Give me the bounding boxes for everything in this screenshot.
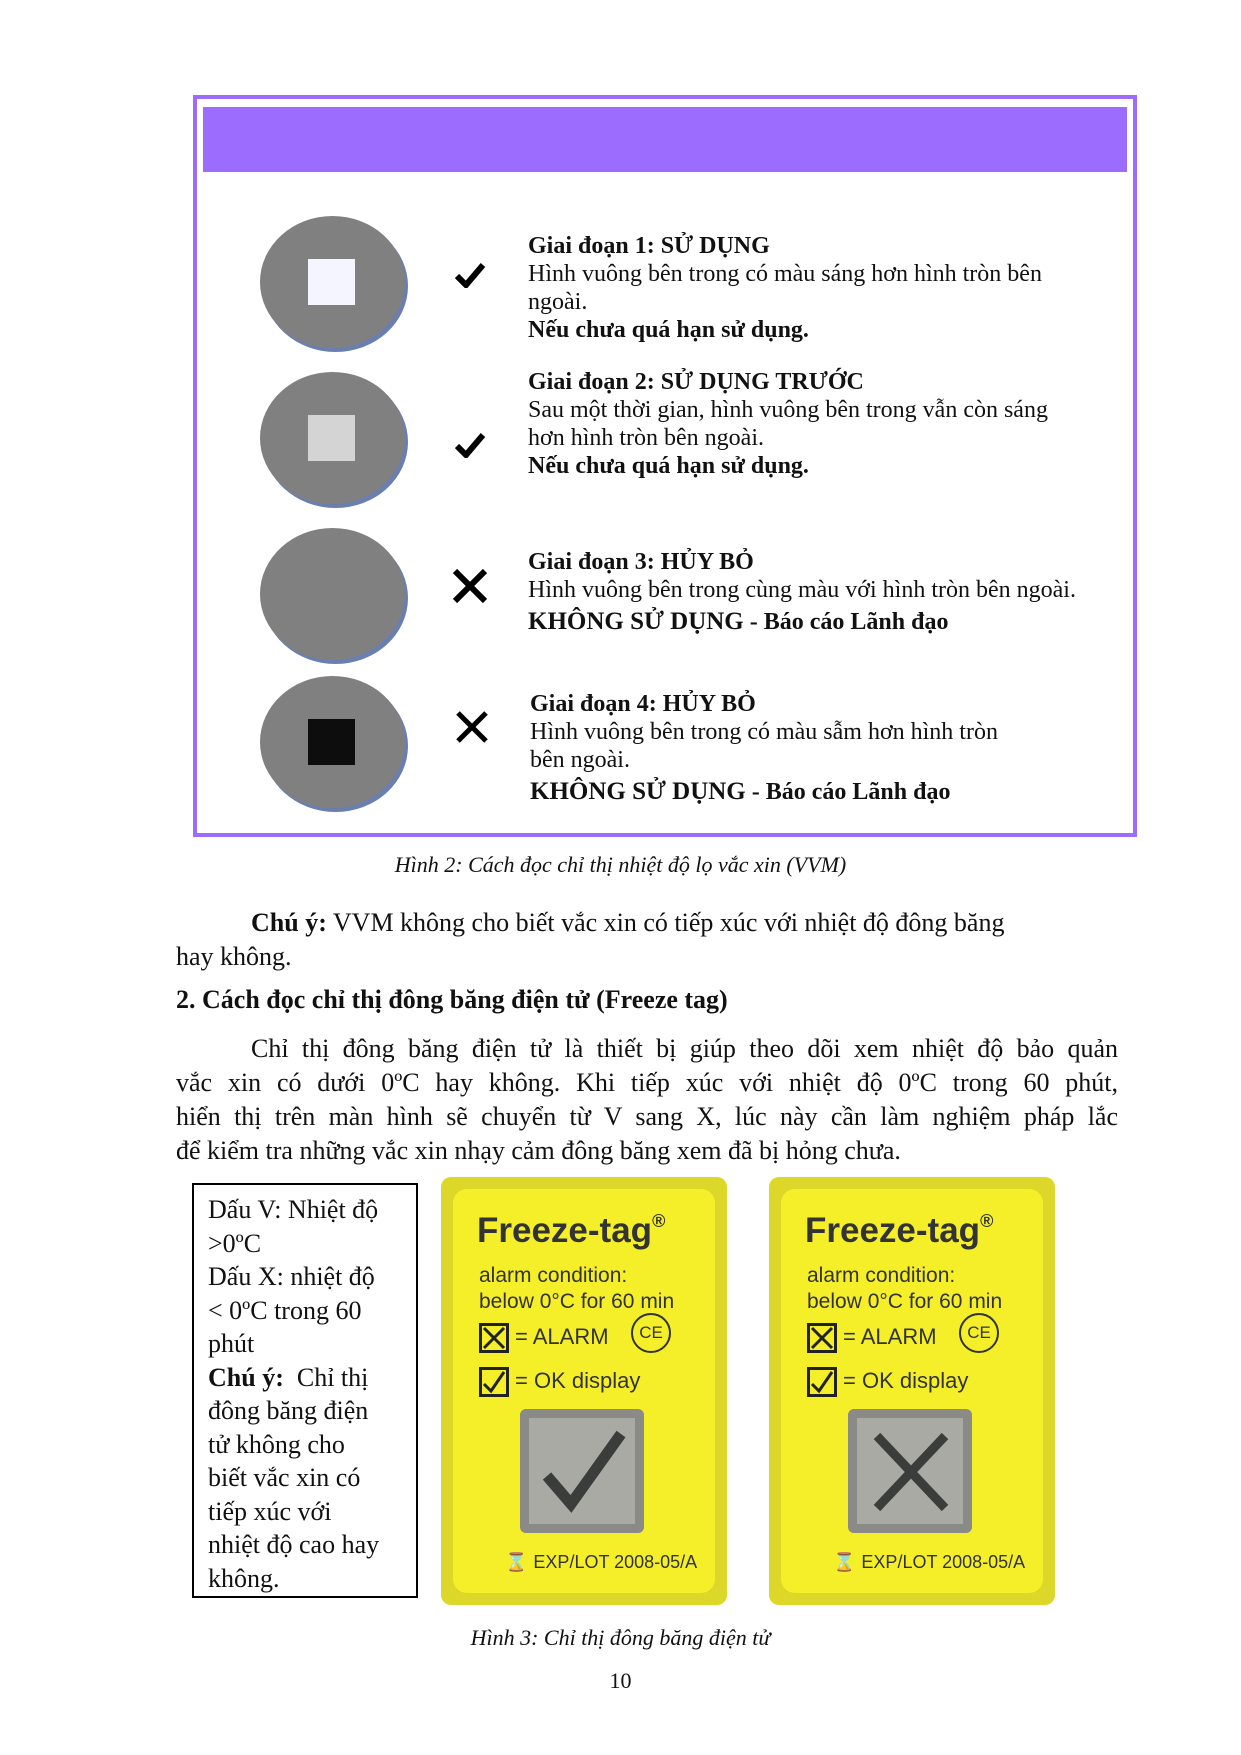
- exp-lot-text: EXP/LOT 2008-05/A: [861, 1552, 1026, 1572]
- ok-box-icon: [807, 1367, 837, 1397]
- vvm-stage-4-square: [308, 719, 355, 765]
- ok-label: = OK display: [843, 1367, 969, 1393]
- legend-line: biết vắc xin có: [208, 1463, 361, 1492]
- figure-2-caption: Hình 2: Cách đọc chỉ thị nhiệt độ lọ vắc xin (VVM): [394, 852, 847, 877]
- stage-usage-note: Nếu chưa quá hạn sử dụng.: [528, 317, 809, 343]
- legend-line: < 0ºC trong 60: [208, 1295, 362, 1325]
- stage-title: Giai đoạn 3: HỦY BỎ: [528, 549, 754, 575]
- check-icon: [455, 262, 485, 288]
- legend-note: [208, 1361, 404, 1395]
- legend-note-label: Chú ý:: [208, 1362, 284, 1392]
- legend-line: Dấu X: nhiệt độ: [208, 1262, 375, 1291]
- paragraph-line: hiển thị trên màn hình sẽ chuyển từ V sang X, lúc này cần làm nghiệm pháp lắc: [176, 1102, 1118, 1131]
- ok-label: = OK display: [515, 1367, 641, 1393]
- note-text: VVM không cho biết vắc xin có tiếp xúc với nhiệt độ đông băng: [326, 908, 1005, 937]
- lcd-screen: [848, 1409, 972, 1533]
- freeze-tag-brand: [477, 1211, 665, 1251]
- alarm-box-icon: [807, 1323, 837, 1353]
- vvm-stage-3-square: [308, 571, 355, 617]
- cross-icon: [452, 568, 488, 604]
- vvm-stage-3-text: [528, 548, 1076, 636]
- check-display-icon: [529, 1418, 635, 1524]
- ok-legend-row: [479, 1367, 640, 1397]
- exp-lot-label: [833, 1552, 1025, 1573]
- alarm-condition-line: below 0°C for 60 min: [479, 1290, 675, 1313]
- check-icon: [455, 432, 485, 458]
- do-not-use-label: KHÔNG SỬ DỤNG: [530, 778, 746, 805]
- stage-description: hơn hình tròn bên ngoài.: [528, 425, 764, 451]
- stage-description: bên ngoài.: [530, 747, 630, 773]
- vvm-stage-2-disc: [260, 372, 405, 504]
- vvm-stage-3-disc: [260, 528, 405, 660]
- stage-title: Giai đoạn 4: HỦY BỎ: [530, 691, 756, 717]
- stage-usage-note: Nếu chưa quá hạn sử dụng.: [528, 453, 809, 479]
- registered-mark: ®: [980, 1211, 994, 1231]
- vvm-stage-2-text: [528, 368, 1048, 480]
- stage-title: Giai đoạn 2: SỬ DỤNG TRƯỚC: [528, 369, 864, 395]
- lcd-display: [857, 1418, 963, 1524]
- page-number: 10: [609, 1668, 632, 1693]
- alarm-condition: [479, 1263, 674, 1315]
- figure-3-caption: Hình 3: Chỉ thị đông băng điện tử: [470, 1625, 771, 1650]
- alarm-condition: [807, 1263, 1002, 1315]
- vvm-note-paragraph: [176, 906, 1118, 974]
- alarm-label: = ALARM: [843, 1323, 937, 1349]
- legend-line: Dấu V: Nhiệt độ: [208, 1195, 379, 1224]
- cross-icon: [455, 710, 489, 744]
- ok-box-icon: [479, 1367, 509, 1397]
- report-label: - Báo cáo Lãnh đạo: [743, 609, 949, 635]
- legend-line: đông băng điện: [208, 1396, 369, 1425]
- freeze-tag-brand: [805, 1211, 993, 1251]
- vvm-stage-2-square: [308, 415, 355, 461]
- exp-lot-text: EXP/LOT 2008-05/A: [533, 1552, 698, 1572]
- brand-name: Freeze-tag: [477, 1211, 653, 1250]
- report-label: - Báo cáo Lãnh đạo: [745, 779, 951, 805]
- do-not-use-label: KHÔNG SỬ DỤNG: [528, 608, 744, 635]
- legend-line: không.: [208, 1563, 280, 1593]
- stage-warning: [530, 778, 998, 806]
- alarm-box-icon: [479, 1323, 509, 1353]
- vvm-stage-1-disc: [260, 216, 405, 348]
- hourglass-icon: ⌛: [833, 1552, 856, 1572]
- stage-description: Sau một thời gian, hình vuông bên trong vẫn còn sáng: [528, 397, 1048, 423]
- freeze-tag-alarm-photo: [769, 1177, 1055, 1605]
- paragraph-line: vắc xin có dưới 0ºC hay không. Khi tiếp xúc với nhiệt độ 0ºC trong 60 phút,: [176, 1068, 1118, 1097]
- legend-note-text: Chỉ thị: [283, 1362, 369, 1392]
- vvm-figure-header-band: [203, 107, 1127, 172]
- exp-lot-label: [505, 1552, 697, 1573]
- brand-name: Freeze-tag: [805, 1211, 981, 1250]
- section-2-heading: 2. Cách đọc chỉ thị đông băng điện tử (Freeze tag): [176, 985, 728, 1014]
- hourglass-icon: ⌛: [505, 1552, 528, 1572]
- alarm-label: = ALARM: [515, 1323, 609, 1349]
- stage-title: Giai đoạn 1: SỬ DỤNG: [528, 233, 770, 259]
- cross-display-icon: [857, 1418, 963, 1524]
- legend-line: phút: [208, 1329, 255, 1358]
- ok-legend-row: [807, 1367, 968, 1397]
- registered-mark: ®: [652, 1211, 666, 1231]
- alarm-legend-row: [807, 1323, 937, 1353]
- section-2-paragraph: [176, 1032, 1118, 1168]
- stage-description: ngoài.: [528, 289, 588, 315]
- vvm-stage-1-text: [528, 232, 1042, 344]
- alarm-condition-line: alarm condition:: [807, 1264, 956, 1287]
- alarm-condition-line: below 0°C for 60 min: [807, 1290, 1003, 1313]
- alarm-condition-line: alarm condition:: [479, 1264, 628, 1287]
- vvm-stage-4-disc: [260, 676, 405, 808]
- ce-mark: CE: [631, 1313, 671, 1353]
- stage-description: Hình vuông bên trong cùng màu với hình tròn bên ngoài.: [528, 577, 1076, 603]
- legend-line: nhiệt độ cao hay: [208, 1530, 380, 1559]
- paragraph-line: Chỉ thị đông băng điện tử là thiết bị giúp theo dõi xem nhiệt độ bảo quản: [251, 1034, 1118, 1063]
- stage-warning: [528, 608, 1076, 636]
- stage-description: Hình vuông bên trong có màu sẫm hơn hình tròn: [530, 719, 998, 745]
- legend-line: tử không cho: [208, 1429, 345, 1459]
- lcd-display: [529, 1418, 635, 1524]
- freeze-tag-legend-box: [192, 1183, 418, 1598]
- note-text-cont: hay không.: [176, 942, 292, 971]
- ce-mark: CE: [959, 1313, 999, 1353]
- vvm-stage-4-text: [530, 690, 998, 806]
- freeze-tag-ok-photo: [441, 1177, 727, 1605]
- legend-line: >0ºC: [208, 1228, 262, 1258]
- paragraph-line: để kiểm tra những vắc xin nhạy cảm đông băng xem đã bị hỏng chưa.: [176, 1136, 901, 1165]
- note-label: Chú ý:: [251, 908, 327, 937]
- legend-line: tiếp xúc với: [208, 1496, 332, 1526]
- alarm-legend-row: [479, 1323, 609, 1353]
- stage-description: Hình vuông bên trong có màu sáng hơn hình tròn bên: [528, 261, 1042, 287]
- vvm-stage-1-square: [308, 259, 355, 305]
- lcd-screen: [520, 1409, 644, 1533]
